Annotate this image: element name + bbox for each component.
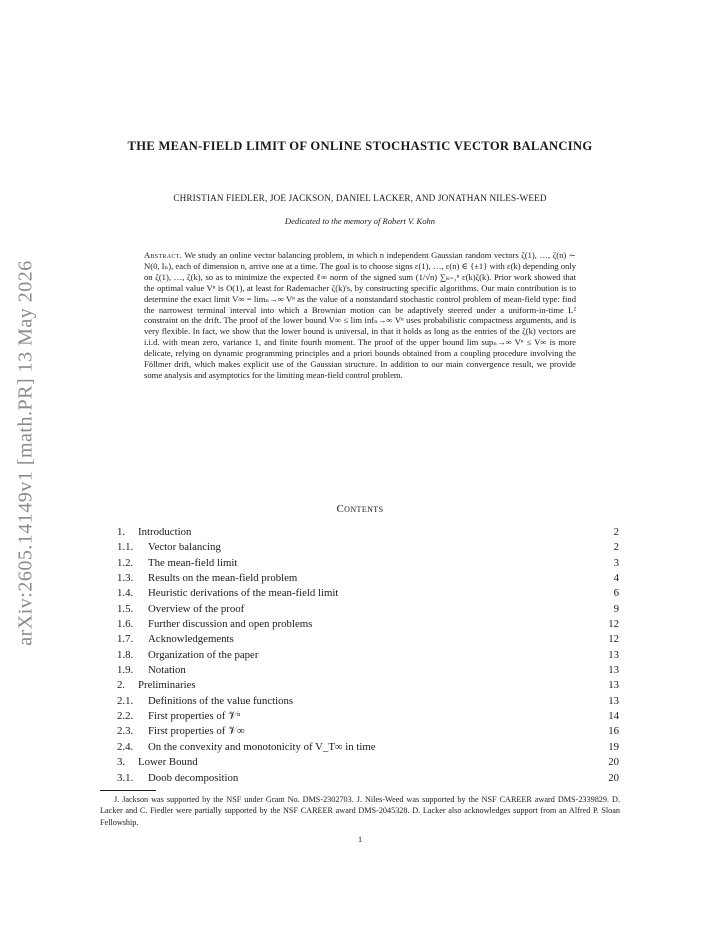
toc-entry [117, 540, 221, 555]
toc-page: 3 [613, 556, 619, 569]
toc-entry [117, 724, 245, 739]
toc-entry [117, 571, 297, 586]
toc-number: 2. [117, 679, 126, 692]
toc-entry [117, 740, 376, 755]
toc-row[interactable] [117, 556, 619, 571]
toc-number: 1.8. [117, 648, 134, 661]
toc-title: First properties of 𝒱∞ [148, 725, 245, 738]
toc-entry [117, 755, 198, 770]
toc-entry [117, 556, 237, 571]
toc-title: Definitions of the value functions [148, 694, 294, 707]
toc-page: 6 [613, 587, 619, 600]
toc-page: 12 [608, 618, 619, 631]
toc-number: 3.1. [117, 771, 134, 784]
toc-title: Lower Bound [138, 756, 198, 769]
toc-number: 1.4. [117, 587, 134, 600]
page-number: 1 [357, 835, 363, 844]
toc-title: Notation [148, 664, 186, 677]
toc-entry [117, 709, 240, 724]
toc-row[interactable] [117, 755, 619, 770]
toc-number: 3. [117, 756, 126, 769]
toc-row[interactable] [117, 740, 619, 755]
toc-page: 4 [613, 572, 619, 585]
paper-title: THE MEAN-FIELD LIMIT OF ONLINE STOCHASTIC VECTOR BALANCING [127, 139, 593, 153]
table-of-contents [117, 525, 619, 786]
toc-number: 1.9. [117, 664, 134, 677]
arxiv-stamp: arXiv:2605.14149v1 [math.PR] 13 May 2026 [14, 260, 37, 646]
toc-page: 20 [608, 756, 619, 769]
toc-page: 2 [613, 526, 619, 538]
contents-heading: Contents [336, 503, 384, 515]
toc-title: The mean-field limit [148, 556, 238, 569]
toc-title: Preliminaries [138, 679, 196, 692]
abstract-heading: Abstract. [144, 250, 183, 260]
toc-page: 19 [608, 740, 619, 753]
toc-page: 16 [608, 725, 619, 738]
toc-entry [117, 602, 244, 617]
toc-row[interactable] [117, 540, 619, 555]
toc-page: 14 [608, 710, 619, 723]
toc-entry [117, 648, 258, 663]
toc-page: 13 [608, 664, 619, 677]
toc-entry [117, 771, 238, 786]
toc-page: 20 [608, 771, 619, 784]
toc-entry [117, 694, 293, 709]
toc-number: 2.1. [117, 694, 134, 707]
toc-number: 2.2. [117, 710, 134, 723]
toc-row[interactable] [117, 602, 619, 617]
toc-entry [117, 678, 196, 693]
toc-number: 1.7. [117, 633, 134, 646]
toc-entry [117, 525, 191, 540]
toc-number: 1.6. [117, 618, 134, 631]
dedication: Dedicated to the memory of Robert V. Kohn [284, 216, 436, 226]
toc-row[interactable] [117, 709, 619, 724]
toc-page: 13 [608, 694, 619, 707]
toc-row[interactable] [117, 678, 619, 693]
toc-number: 1. [117, 526, 126, 538]
toc-number: 1.3. [117, 572, 134, 585]
toc-row[interactable] [117, 586, 619, 601]
toc-page: 2 [613, 541, 619, 554]
toc-title: Acknowledgements [148, 633, 234, 646]
toc-title: On the convexity and monotonicity of V_T∞ in time [148, 740, 376, 753]
toc-number: 1.1. [117, 541, 134, 554]
toc-number: 2.3. [117, 725, 134, 738]
toc-entry [117, 663, 186, 678]
toc-entry [117, 617, 312, 632]
footnote-rule [100, 790, 156, 791]
toc-title: Overview of the proof [148, 602, 245, 615]
toc-row[interactable] [117, 663, 619, 678]
toc-entry [117, 586, 338, 601]
toc-title: Introduction [138, 526, 192, 538]
toc-title: Further discussion and open problems [148, 618, 313, 631]
toc-page: 12 [608, 633, 619, 646]
abstract-text: We study an online vector balancing problem, in which n independent Gaussian random vectors ζ(1), …, ζ(n) ∼ N(0, Iₙ), each of dimension n, arrive one at a time. The goal is to choose signs ε(1), …, ε(n) ∈ {±1} with ε(k) depending only on ζ(1), …, ζ(k), so as to minimize the expected ℓ∞ norm of the signed sum (1/√n) ∑ₖ₌₁ⁿ ε(k)ζ(k). Prior work showed that the optimal value Vⁿ is O(1), at least for Rademacher ζ(k)'s, by constructing specific algorithms. Our main contribution is to determine the exact limit V∞ = limₙ→∞ Vⁿ as the value of a nonstandard stochastic control problem of mean-field type: find the narrowest terminal interval into which a Brownian motion can be adaptively steered under a uniform-in-time L² constraint on the drift. The proof of the lower bound V∞ ≤ lim infₙ→∞ Vⁿ uses probabilistic compactness arguments, and is very flexible. In fact, we show that the lower bound is universal, in that it holds as long as the entries of the ζ(k) vectors are i.i.d. with mean zero, variance 1, and finite fourth moment. The proof of the upper bound lim supₙ→∞ Vⁿ ≤ V∞ is more delicate, relying on dynamic programming principles and a priori bounds obtained from a coupling procedure involving the Föllmer drift, which makes explicit use of the Gaussian structure. In addition to our main convergence result, we provide some analysis and asymptotics for the limiting mean-field control problem. [144, 250, 576, 380]
footnote: J. Jackson was supported by the NSF under Grant No. DMS-2302703. J. Niles-Weed was supported by the NSF CAREER award DMS-2339829. D. Lacker and C. Fiedler were partially supported by the NSF CAREER award DMS-2045328. D. Lacker also acknowledges support from an Alfred P. Sloan Fellowship. [100, 795, 620, 827]
toc-row[interactable] [117, 648, 619, 663]
toc-title: Doob decomposition [148, 771, 239, 784]
toc-title: Vector balancing [148, 541, 221, 554]
toc-row[interactable] [117, 617, 619, 632]
toc-number: 2.4. [117, 740, 134, 753]
toc-row[interactable] [117, 571, 619, 586]
toc-title: First properties of 𝒱ⁿ [148, 710, 241, 723]
toc-title: Heuristic derivations of the mean-field limit [148, 587, 339, 600]
toc-title: Organization of the paper [148, 648, 259, 661]
toc-entry [117, 632, 234, 647]
toc-row[interactable] [117, 525, 619, 540]
toc-row[interactable] [117, 694, 619, 709]
toc-title: Results on the mean-field problem [148, 572, 298, 585]
toc-page: 13 [608, 679, 619, 692]
toc-row[interactable] [117, 632, 619, 647]
toc-row[interactable] [117, 724, 619, 739]
abstract [144, 250, 576, 381]
author-list: CHRISTIAN FIEDLER, JOE JACKSON, DANIEL LACKER, AND JONATHAN NILES-WEED [173, 193, 547, 203]
toc-page: 9 [613, 602, 619, 615]
toc-number: 1.2. [117, 556, 134, 569]
toc-page: 13 [608, 648, 619, 661]
toc-number: 1.5. [117, 602, 134, 615]
toc-row[interactable] [117, 771, 619, 786]
